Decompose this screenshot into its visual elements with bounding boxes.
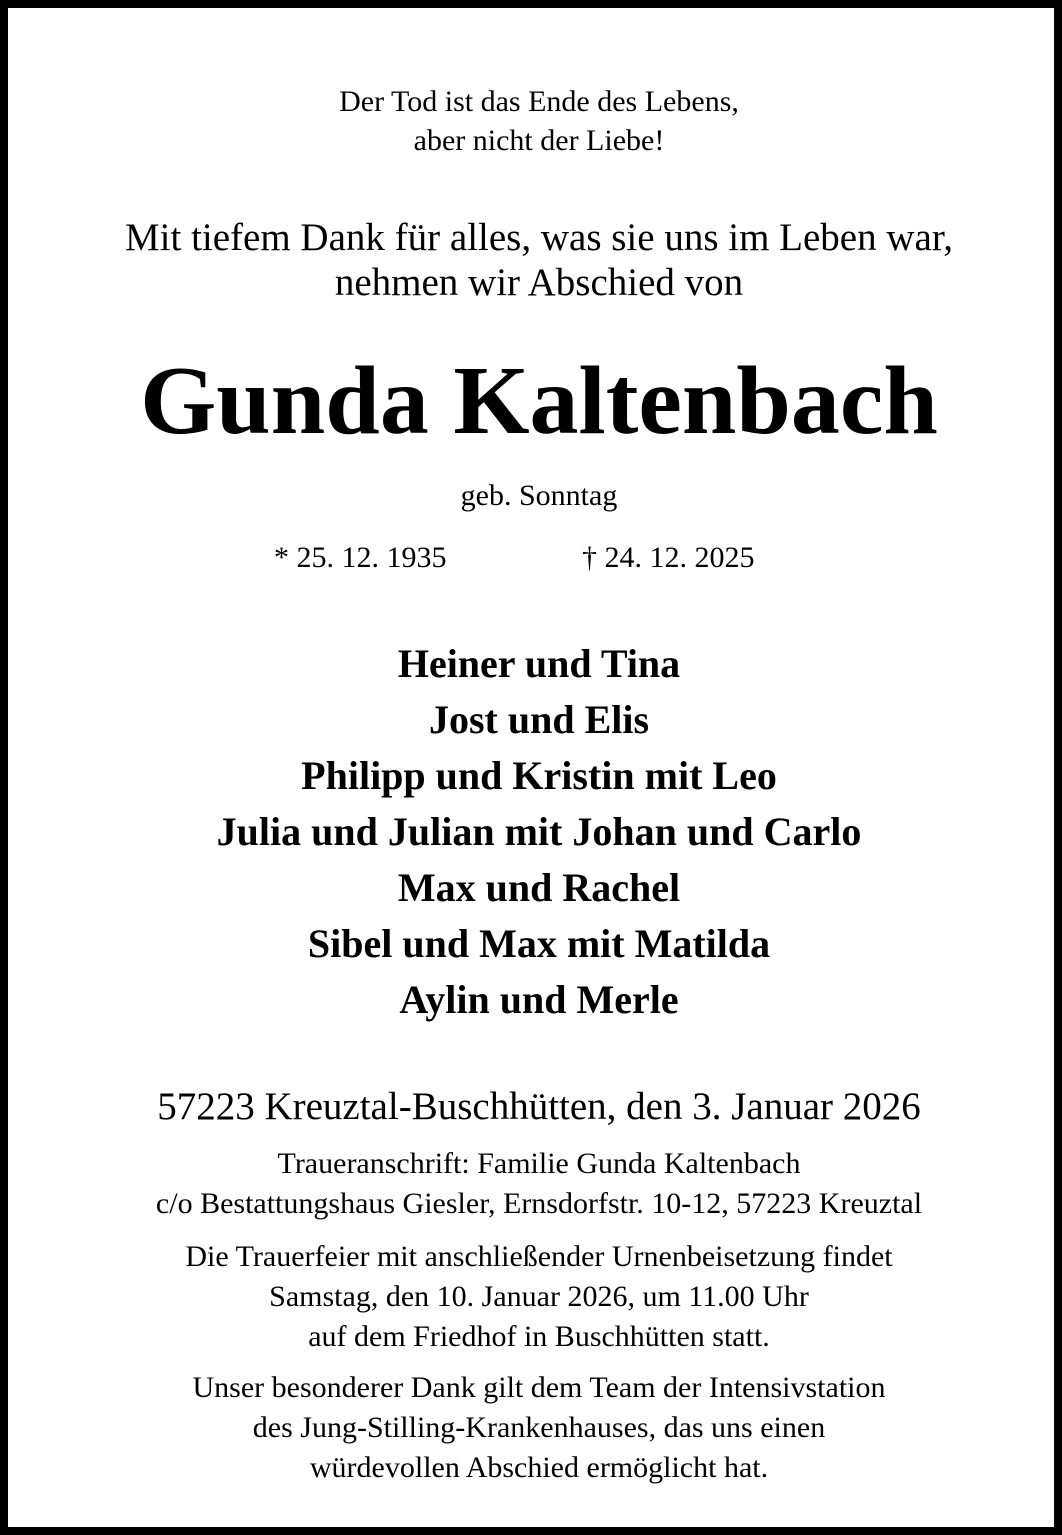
address-line-1: Traueranschrift: Familie Gunda Kaltenbach: [277, 1147, 801, 1180]
family-line-6: Sibel und Max mit Matilda: [307, 921, 771, 966]
thanks-line-3: würdevollen Abschied ermöglicht hat.: [309, 1451, 769, 1484]
address-line-2: c/o Bestattungshaus Giesler, Ernsdorfstr. 10-12, 57223 Kreuztal: [155, 1187, 923, 1220]
death-date: † 24. 12. 2025: [582, 541, 755, 574]
motto-line-1: Der Tod ist das Ende des Lebens,: [339, 85, 739, 118]
intro-line-1: Mit tiefem Dank für alles, was sie uns im Leben war,: [124, 216, 954, 259]
family-line-5: Max und Rachel: [397, 865, 681, 910]
ceremony-line-1: Die Trauerfeier mit anschließender Urnenbeisetzung findet: [185, 1240, 893, 1273]
place-date: 57223 Kreuztal-Buschhütten, den 3. Januar 2026: [157, 1085, 921, 1128]
ceremony-line-2: Samstag, den 10. Januar 2026, um 11.00 Uhr: [269, 1280, 809, 1313]
family-line-3: Philipp und Kristin mit Leo: [301, 753, 777, 798]
birth-name: geb. Sonntag: [460, 479, 618, 512]
birth-date: * 25. 12. 1935: [274, 541, 447, 574]
ceremony-line-3: auf dem Friedhof in Buschhütten statt.: [308, 1320, 770, 1353]
thanks-line-1: Unser besonderer Dank gilt dem Team der Intensivstation: [192, 1371, 886, 1404]
family-line-1: Heiner und Tina: [397, 641, 681, 686]
deceased-name: Gunda Kaltenbach: [140, 347, 938, 455]
family-line-2: Jost und Elis: [428, 697, 650, 742]
motto-line-2: aber nicht der Liebe!: [413, 124, 665, 157]
thanks-line-2: des Jung-Stilling-Krankenhauses, das uns einen: [252, 1411, 826, 1444]
intro-line-2: nehmen wir Abschied von: [334, 261, 744, 304]
life-dates: [8, 540, 1062, 576]
family-line-7: Aylin und Merle: [399, 977, 679, 1022]
family-line-4: Julia und Julian mit Johan und Carlo: [216, 809, 862, 854]
